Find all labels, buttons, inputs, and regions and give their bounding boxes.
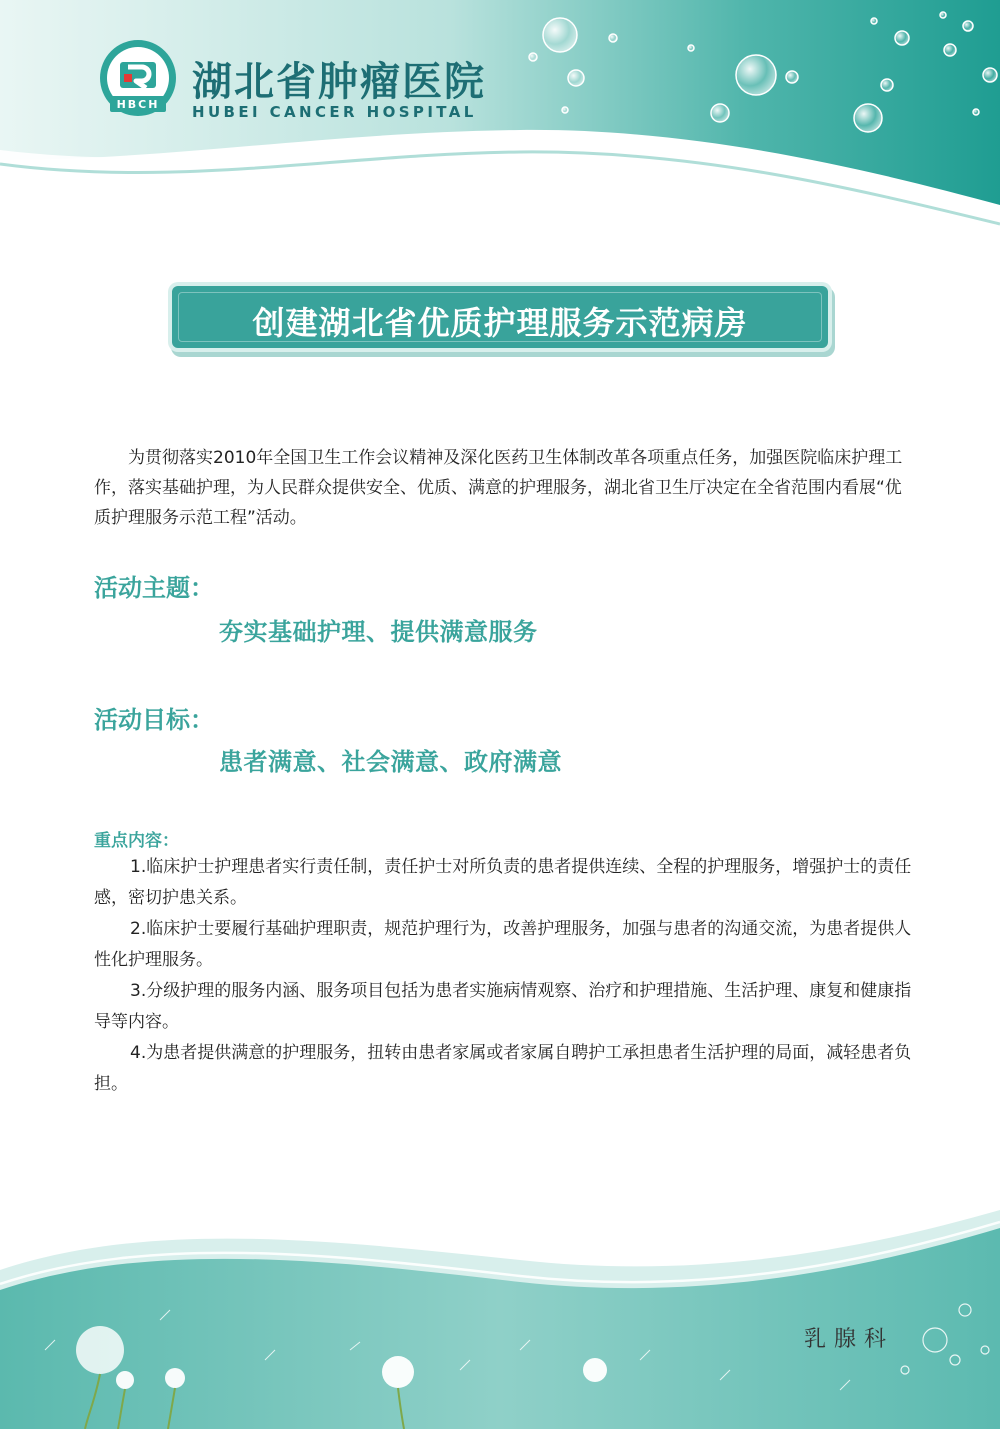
goal-label: 活动目标： (94, 706, 214, 734)
key-content-title: 重点内容： (94, 831, 179, 851)
department-label: 乳腺科 (804, 1327, 895, 1352)
title-banner (172, 286, 828, 348)
key-content-item: 3.分级护理的服务内涵、服务项目包括为患者实施病情观察、治疗和护理措施、生活护理、康复和健康指导等内容。 (94, 981, 912, 1032)
hospital-name-en: HUBEI CANCER HOSPITAL (192, 103, 477, 121)
theme-value: 夯实基础护理、提供满意服务 (219, 618, 538, 646)
theme-label: 活动主题： (94, 574, 214, 602)
key-content-item: 1.临床护士护理患者实行责任制，责任护士对所负责的患者提供连续、全程的护理服务，增强护士的责任感，密切护患关系。 (94, 857, 912, 908)
intro-paragraph: 为贯彻落实2010年全国卫生工作会议精神及深化医药卫生体制改革各项重点任务，加强医院临床护理工作，落实基础护理，为人民群众提供安全、优质、满意的护理服务，湖北省卫生厅决定在全省范围内看展“优质护理服务示范工程”活动。 (94, 448, 903, 528)
key-content-item: 4.为患者提供满意的护理服务，扭转由患者家属或者家属自聘护工承担患者生活护理的局面，减轻患者负担。 (94, 1043, 912, 1094)
goal-value: 患者满意、社会满意、政府满意 (219, 748, 562, 776)
key-content-list (94, 852, 912, 1100)
hospital-logo (98, 38, 178, 118)
footer-wave-background (0, 1200, 1000, 1429)
hospital-name-cn: 湖北省肿瘤医院 (192, 59, 486, 105)
logo-abbreviation: HBCH (116, 98, 160, 111)
key-content-item: 2.临床护士要履行基础护理职责，规范护理行为，改善护理服务，加强与患者的沟通交流，为患者提供人性化护理服务。 (94, 919, 912, 970)
page-title: 创建湖北省优质护理服务示范病房 (252, 304, 748, 342)
